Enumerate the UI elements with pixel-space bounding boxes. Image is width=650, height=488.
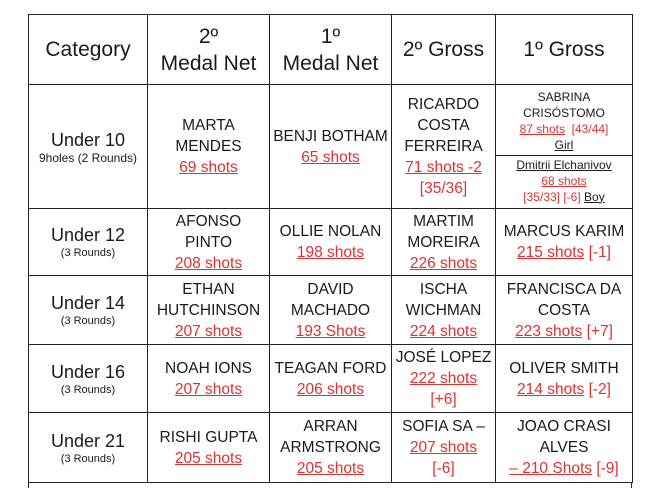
- category-cell: Under 21 (3 Rounds): [29, 413, 148, 483]
- net1-cell: OLLIE NOLAN 198 shots: [270, 209, 392, 276]
- gross2-cell: RICARDO COSTA FERREIRA 71 shots -2 [35/36]: [392, 85, 496, 209]
- category-cell: Under 10 9holes (2 Rounds): [29, 85, 148, 209]
- table-continuation: [28, 482, 632, 488]
- header-1-gross: 1º Gross: [496, 15, 633, 85]
- table-row: [29, 276, 633, 345]
- category-cell: Under 16 (3 Rounds): [29, 345, 148, 413]
- gross2-cell: JOSÉ LOPEZ 222 shots [+6]: [392, 345, 496, 413]
- gross1-cell: MARCUS KARIM 215 shots [-1]: [496, 209, 633, 276]
- gross2-cell: SOFIA SA – 207 shots [-6]: [392, 413, 496, 483]
- gross2-cell: MARTIM MOREIRA 226 shots: [392, 209, 496, 276]
- results-table: [28, 14, 633, 483]
- net2-cell: AFONSO PINTO 208 shots: [148, 209, 270, 276]
- net2-cell: NOAH IONS 207 shots: [148, 345, 270, 413]
- net2-cell: MARTA MENDES 69 shots: [148, 85, 270, 209]
- category-cell: Under 12 (3 Rounds): [29, 209, 148, 276]
- gross1-cell: FRANCISCA DA COSTA 223 shots [+7]: [496, 276, 633, 345]
- net1-cell: TEAGAN FORD 206 shots: [270, 345, 392, 413]
- table-row: [29, 209, 633, 276]
- net2-cell: ETHAN HUTCHINSON 207 shots: [148, 276, 270, 345]
- table-row: [29, 413, 633, 483]
- net1-cell: BENJI BOTHAM 65 shots: [270, 85, 392, 209]
- header-category: Category: [29, 15, 148, 85]
- header-1-medal-net: 1º Medal Net: [270, 15, 392, 85]
- table-row: [29, 85, 633, 209]
- table-row: [29, 345, 633, 413]
- header-2-medal-net: 2º Medal Net: [148, 15, 270, 85]
- gross1-cell: OLIVER SMITH 214 shots [-2]: [496, 345, 633, 413]
- net1-cell: ARRAN ARMSTRONG 205 shots: [270, 413, 392, 483]
- net2-cell: RISHI GUPTA 205 shots: [148, 413, 270, 483]
- gross1-cell: SABRINA CRISÓSTOMO 87 shots [43/44] Girl Dmitrii Elchanivov 68 shots [35/33] [-6] Boy: [496, 85, 633, 209]
- header-row: [29, 15, 633, 85]
- gross1-cell: JOAO CRASI ALVES – 210 Shots [-9]: [496, 413, 633, 483]
- header-2-gross: 2º Gross: [392, 15, 496, 85]
- net1-cell: DAVID MACHADO 193 Shots: [270, 276, 392, 345]
- gross2-cell: ISCHA WICHMAN 224 shots: [392, 276, 496, 345]
- category-cell: Under 14 (3 Rounds): [29, 276, 148, 345]
